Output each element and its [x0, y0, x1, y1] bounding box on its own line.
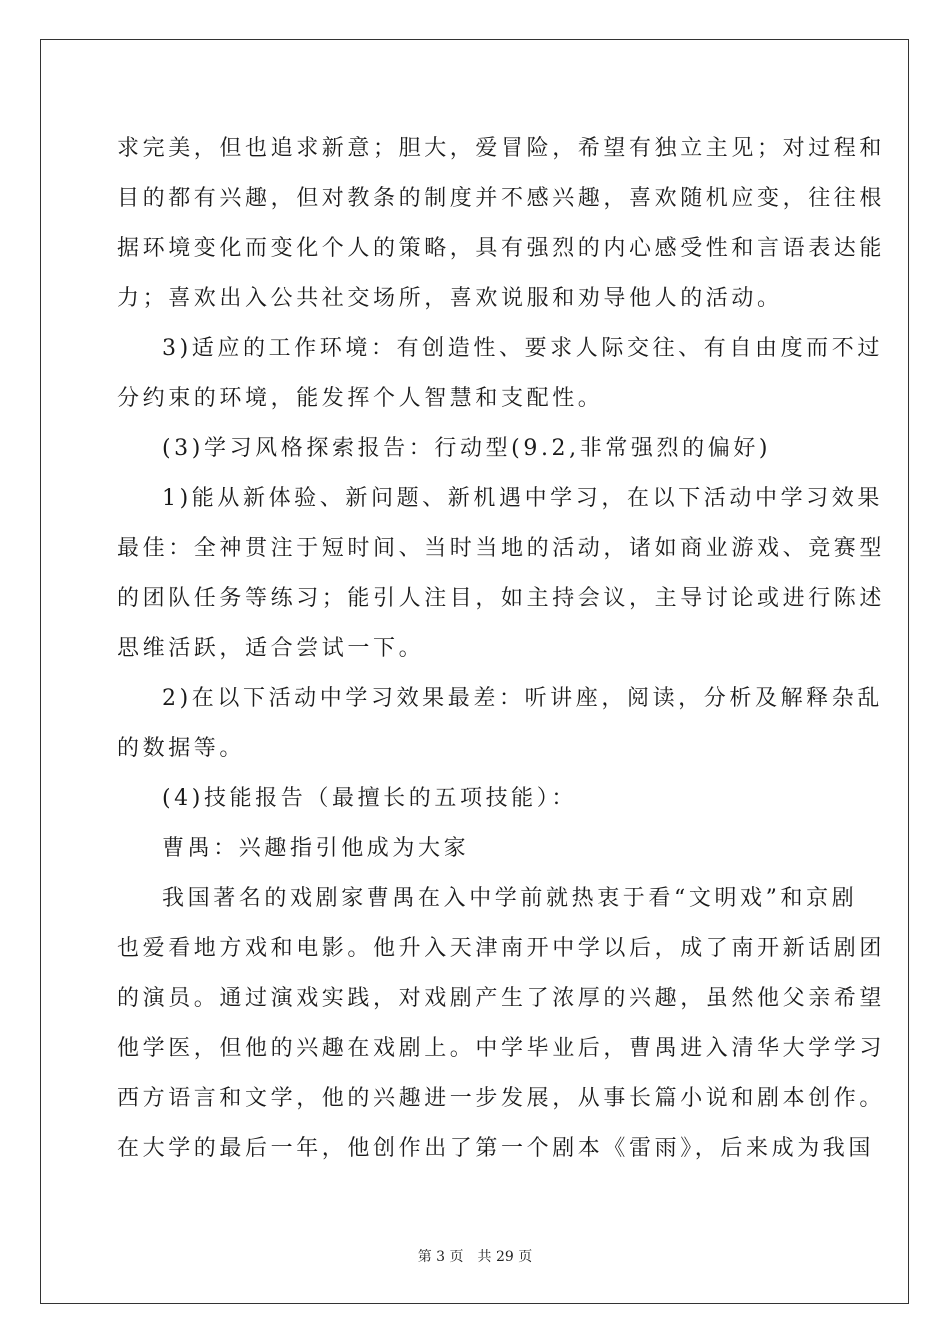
text-line: 据环境变化而变化个人的策略，具有强烈的内心感受性和言语表达能: [117, 236, 886, 261]
text-line: 也爱看地方戏和电影。他升入天津南开中学以后，成了南开新话剧团: [117, 936, 886, 961]
page-total: 共 29 页: [477, 1249, 533, 1265]
document-body: [117, 124, 886, 1174]
text-line: 的团队任务等练习；能引人注目，如主持会议，主导讨论或进行陈述: [117, 586, 886, 611]
text-line: 的数据等。: [117, 736, 246, 761]
text-line: 他学医，但他的兴趣在戏剧上。中学毕业后，曹禺进入清华大学学习: [117, 1036, 886, 1061]
text-line: 力；喜欢出入公共社交场所，喜欢说服和劝导他人的活动。: [117, 286, 783, 311]
text-line: 目的都有兴趣，但对教条的制度并不感兴趣，喜欢随机应变，往往根: [117, 186, 886, 211]
text-line: 西方语言和文学，他的兴趣进一步发展，从事长篇小说和剧本创作。: [117, 1086, 886, 1111]
text-line: 分约束的环境，能发挥个人智慧和支配性。: [117, 386, 604, 411]
text-line: 思维活跃，适合尝试一下。: [117, 636, 425, 661]
text-line: 在大学的最后一年，他创作出了第一个剧本《雷雨》，后来成为我国: [117, 1136, 875, 1161]
text-line: 我国著名的戏剧家曹禺在入中学前就热衷于看“文明戏”和京剧: [162, 886, 858, 911]
text-line: 3)适应的工作环境：有创造性、要求人际交往、有自由度而不过: [162, 336, 883, 361]
text-line: 2)在以下活动中学习效果最差：听讲座，阅读，分析及解释杂乱: [162, 686, 883, 711]
section-heading: (4)技能报告（最擅长的五项技能）：: [162, 786, 577, 811]
article-title: 曹禺：兴趣指引他成为大家: [162, 836, 470, 861]
text-line: 求完美，但也追求新意；胆大，爱冒险，希望有独立主见；对过程和: [117, 136, 886, 161]
text-line: 1)能从新体验、新问题、新机遇中学习，在以下活动中学习效果: [162, 486, 883, 511]
page-footer: [0, 1247, 950, 1267]
page-number: 第 3 页: [417, 1249, 464, 1265]
text-line: 的演员。通过演戏实践，对戏剧产生了浓厚的兴趣，虽然他父亲希望: [117, 986, 886, 1011]
text-line: 最佳：全神贯注于短时间、当时当地的活动，诸如商业游戏、竞赛型: [117, 536, 886, 561]
section-heading: (3)学习风格探索报告：行动型(9.2,非常强烈的偏好): [162, 436, 772, 461]
